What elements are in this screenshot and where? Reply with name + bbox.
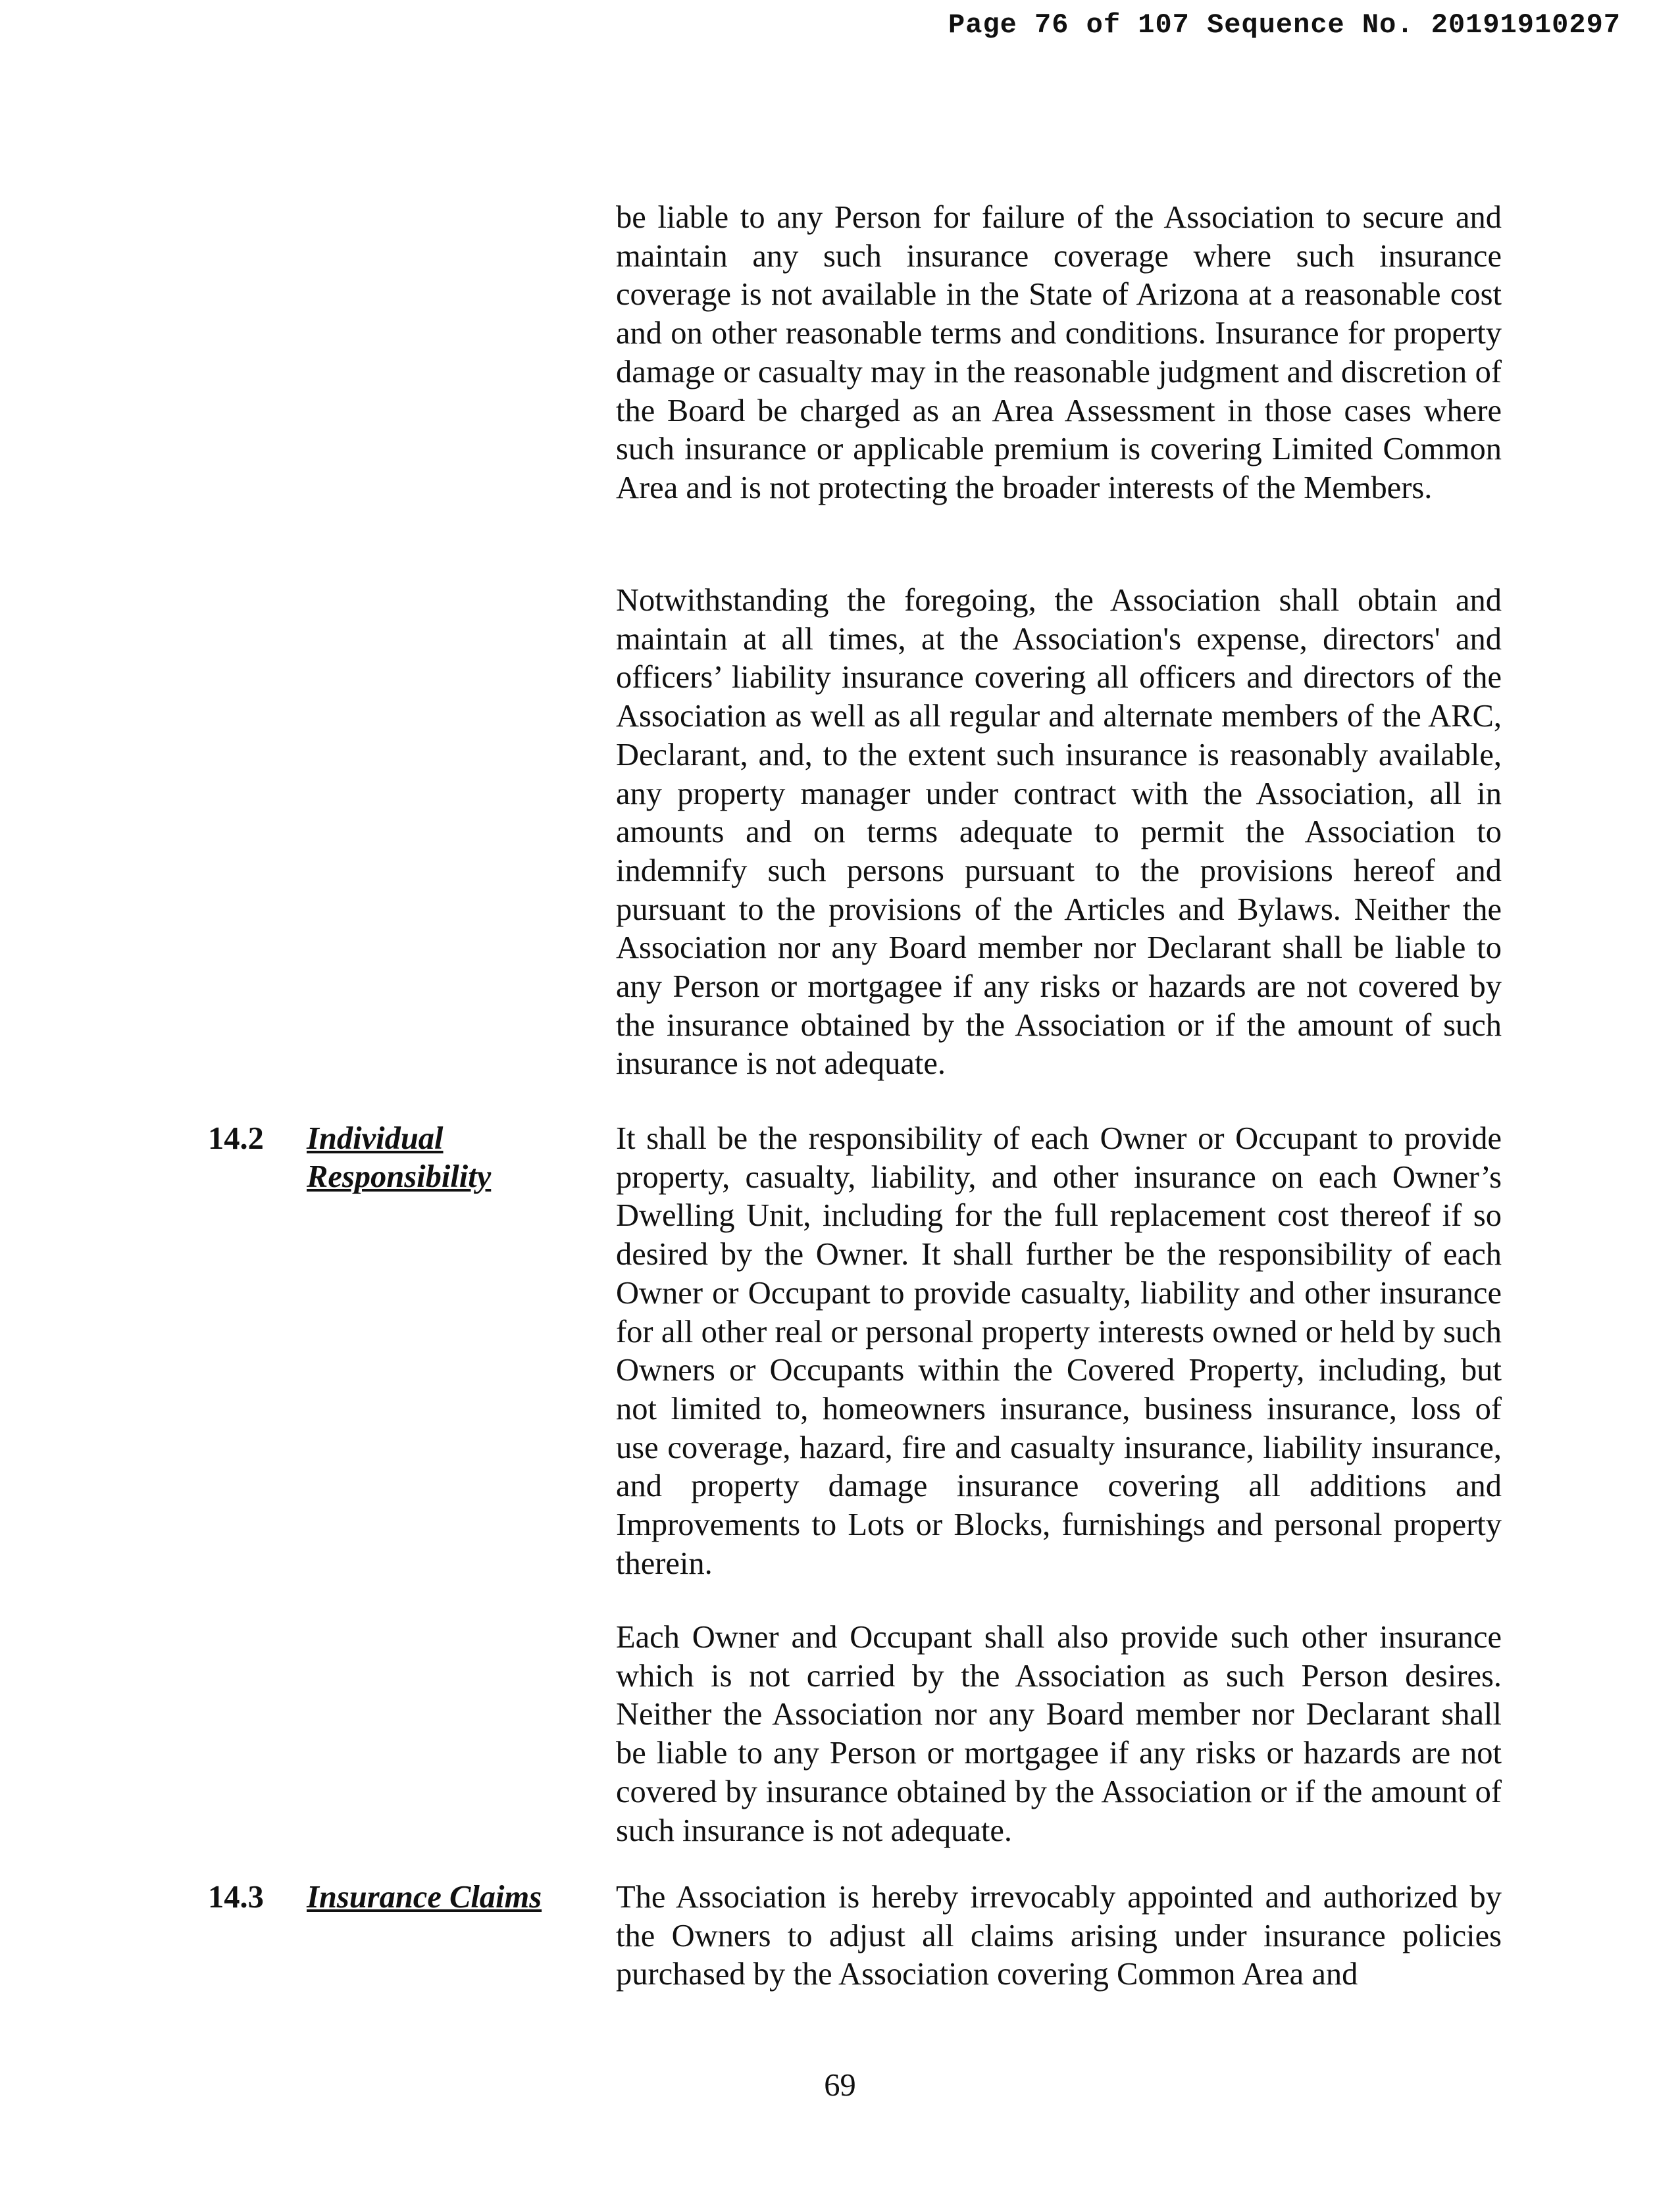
sequence-header: Page 76 of 107 Sequence No. 20191910297	[948, 9, 1621, 41]
paragraph-insurance-claims: The Association is hereby irrevocably appointed and authorized by the Owners to adjust all claims arising under insurance policies purchased by the Association covering Common Area and	[616, 1880, 1502, 1992]
section-title-insurance-claims: Insurance Claims	[307, 1880, 542, 1915]
paragraph-owner-responsibility: It shall be the responsibility of each Owner or Occupant to provide property, casualty, liability, and other insurance on each Owner’s Dwelling Unit, including for the full replacement cost thereof if so desired by the Owner. It shall further be the responsibility of each Owner or Occupant to provide casualty, liability and other insurance for all other real or personal property interests owned or held by such Owners or Occupants within the Covered Property, including, but not limited to, homeowners insurance, business insurance, loss of use coverage, hazard, fire and casualty insurance, liability insurance, and property damage insurance covering all additions and Improvements to Lots or Blocks, furnishings and personal property therein.	[616, 1121, 1502, 1581]
section-number-14-3: 14.3	[208, 1880, 264, 1915]
paragraph-other-insurance: Each Owner and Occupant shall also provide such other insurance which is not carried by the Association as such Person desires. Neither the Association nor any Board member nor Declarant shall be liable to any Person or mortgagee if any risks or hazards are not covered by insurance obtained by the Association or if the amount of such insurance is not adequate.	[616, 1620, 1502, 1848]
page-number: 69	[824, 2068, 856, 2103]
section-title-individual: Individual	[307, 1121, 444, 1156]
paragraph-insurance-availability: be liable to any Person for failure of the Association to secure and maintain any such insurance coverage where such insurance coverage is not available in the State of Arizona at a reasonable cost and on other reasonable terms and conditions. Insurance for property damage or casualty may in the reasonable judgment and discretion of the Board be charged as an Area Assessment in those cases where such insurance or applicable premium is covering Limited Common Area and is not protecting the broader interests of the Members.	[616, 200, 1502, 505]
section-number-14-2: 14.2	[208, 1121, 264, 1156]
section-title-responsibility: Responsibility	[307, 1159, 492, 1194]
paragraph-directors-officers-insurance: Notwithstanding the foregoing, the Association shall obtain and maintain at all times, at the Association's expense, directors' and officers’ liability insurance covering all officers and directors of the Association as well as all regular and alternate members of the ARC, Declarant, and, to the extent such insurance is reasonably available, any property manager under contract with the Association, all in amounts and on terms adequate to permit the Association to indemnify such persons pursuant to the provisions hereof and pursuant to the provisions of the Articles and Bylaws. Neither the Association nor any Board member nor Declarant shall be liable to any Person or mortgagee if any risks or hazards are not covered by the insurance obtained by the Association or if the amount of such insurance is not adequate.	[616, 583, 1502, 1082]
